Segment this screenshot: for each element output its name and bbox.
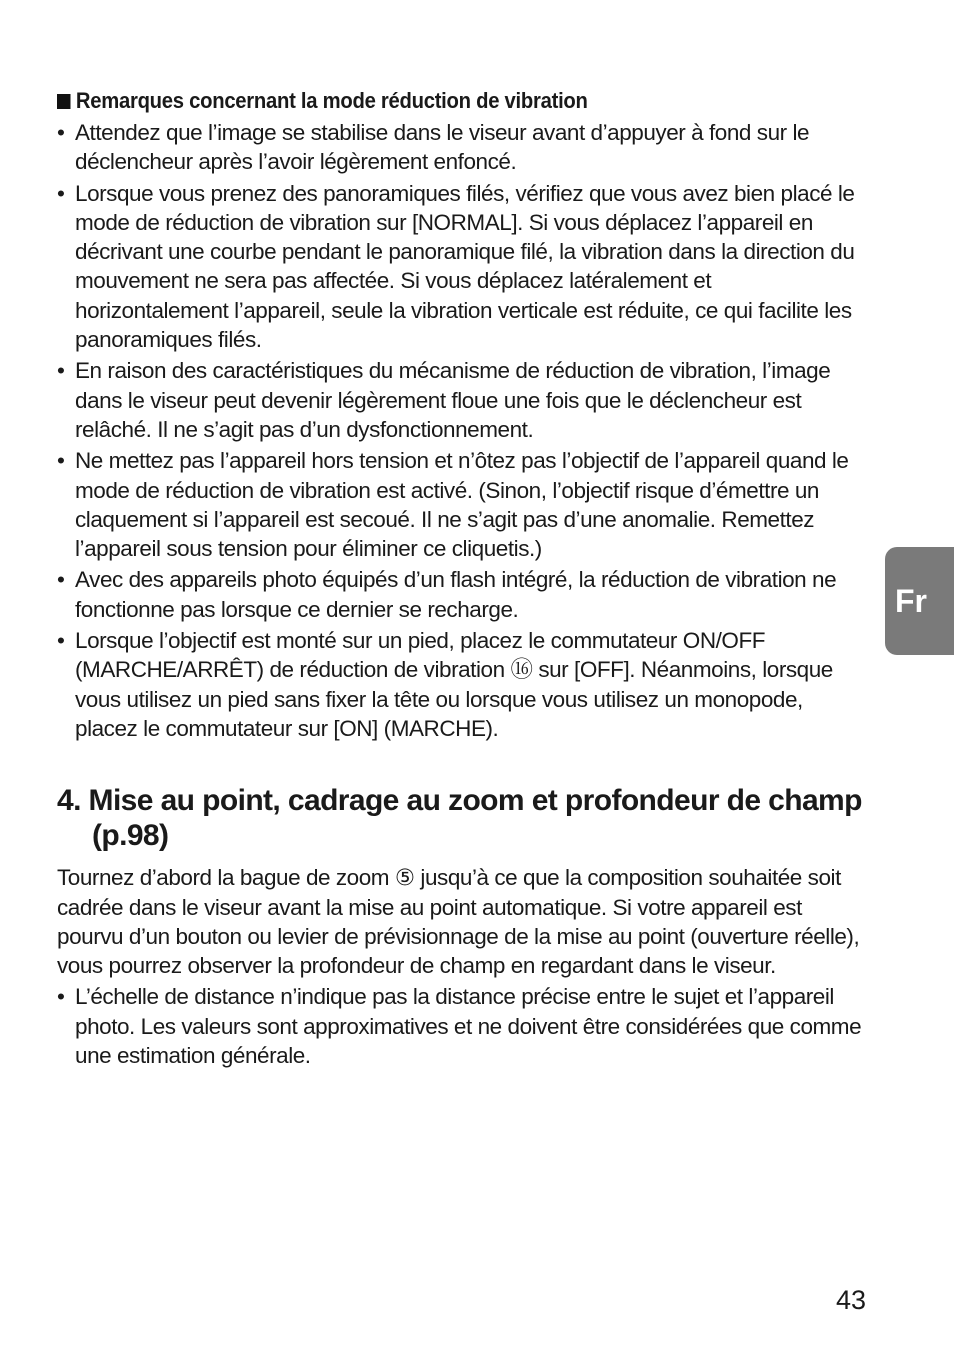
list-item-text: Lorsque vous prenez des panoramiques filés, vérifiez que vous avez bien placé le mode de réduction de vibration sur [NORMAL]. Si vous déplacez l’appareil en décrivant une courbe pendant le panoramique filé, la vibration dans la direction du mouvement ne sera pas affectée. Si vous déplacez latéralement et horizontalement l’appareil, seule la vibration verticale est réduite, ce qui facilite les panoramiques filés. [75, 180, 855, 353]
bullet-icon: • [57, 358, 65, 384]
list-item-text: Avec des appareils photo équipés d’un flash intégré, la réduction de vibration ne fonctionne pas lorsque ce dernier se recharge. [75, 567, 837, 622]
language-tab-label: Fr [895, 583, 927, 619]
square-bullet-icon [57, 94, 71, 109]
section-paragraph: Tournez d’abord la bague de zoom ⑤ jusqu’à ce que la composition souhaitée soit cadrée dans le viseur avant la mise au point automatique. Si votre appareil est pourvu d’un bouton ou levier de prévisionnage de la mise au point (ouverture réelle), vous pourrez observer la profondeur de champ en regardant dans le viseur. [57, 865, 860, 979]
list-item-text: Lorsque l’objectif est monté sur un pied, placez le commutateur ON/OFF (MARCHE/ARRÊT) de réduction de vibration ⑯ sur [OFF]. Néanmoins, lorsque vous utilisez un pied sans fixer la tête ou lorsque vous utilisez un monopode, placez le commutateur sur [ON] (MARCHE). [75, 628, 833, 741]
language-tab [885, 547, 954, 655]
list-item [57, 446, 867, 563]
list-item [57, 982, 867, 1070]
bullet-icon: • [57, 567, 65, 593]
list-item [57, 565, 867, 624]
list-item-text: Ne mettez pas l’appareil hors tension et n’ôtez pas l’objectif de l’appareil quand le mode de réduction de vibration est activé. (Sinon, l’objectif risque d’émettre un claquement si l’appareil est secoué. Il ne s’agit pas d’une anomalie. Remettez l’appareil sous tension pour éliminer ce cliquetis.) [75, 448, 849, 562]
remarks-heading-text: Remarques concernant la mode réduction de vibration [75, 88, 588, 113]
list-item [57, 356, 867, 444]
bullet-icon: • [57, 628, 65, 654]
page-content [57, 86, 867, 1072]
bullet-icon: • [57, 180, 65, 206]
list-item-text: Attendez que l’image se stabilise dans le viseur avant d’appuyer à fond sur le déclencheur après l’avoir légèrement enfoncé. [75, 120, 810, 175]
bullet-icon: • [57, 120, 65, 145]
list-item-text: L’échelle de distance n’indique pas la distance précise entre le sujet et l’appareil photo. Les valeurs sont approximatives et ne doivent être considérées que comme une estimation générale. [75, 984, 862, 1069]
remarks-list [57, 118, 867, 743]
bullet-icon: • [57, 984, 65, 1010]
list-item [57, 179, 867, 355]
section-title: 4. Mise au point, cadrage au zoom et profondeur de champ (p.98) [57, 784, 862, 853]
bullet-icon: • [57, 448, 65, 474]
list-item [57, 626, 867, 743]
list-item-text: En raison des caractéristiques du mécanisme de réduction de vibration, l’image dans le viseur peut devenir légèrement floue une fois que le déclencheur est relâché. Il ne s’agit pas d’un dysfonctionnement. [75, 358, 831, 442]
page-number: 43 [835, 1285, 866, 1315]
remarks-heading [57, 86, 786, 116]
section-list [57, 982, 867, 1070]
list-item [57, 118, 867, 177]
